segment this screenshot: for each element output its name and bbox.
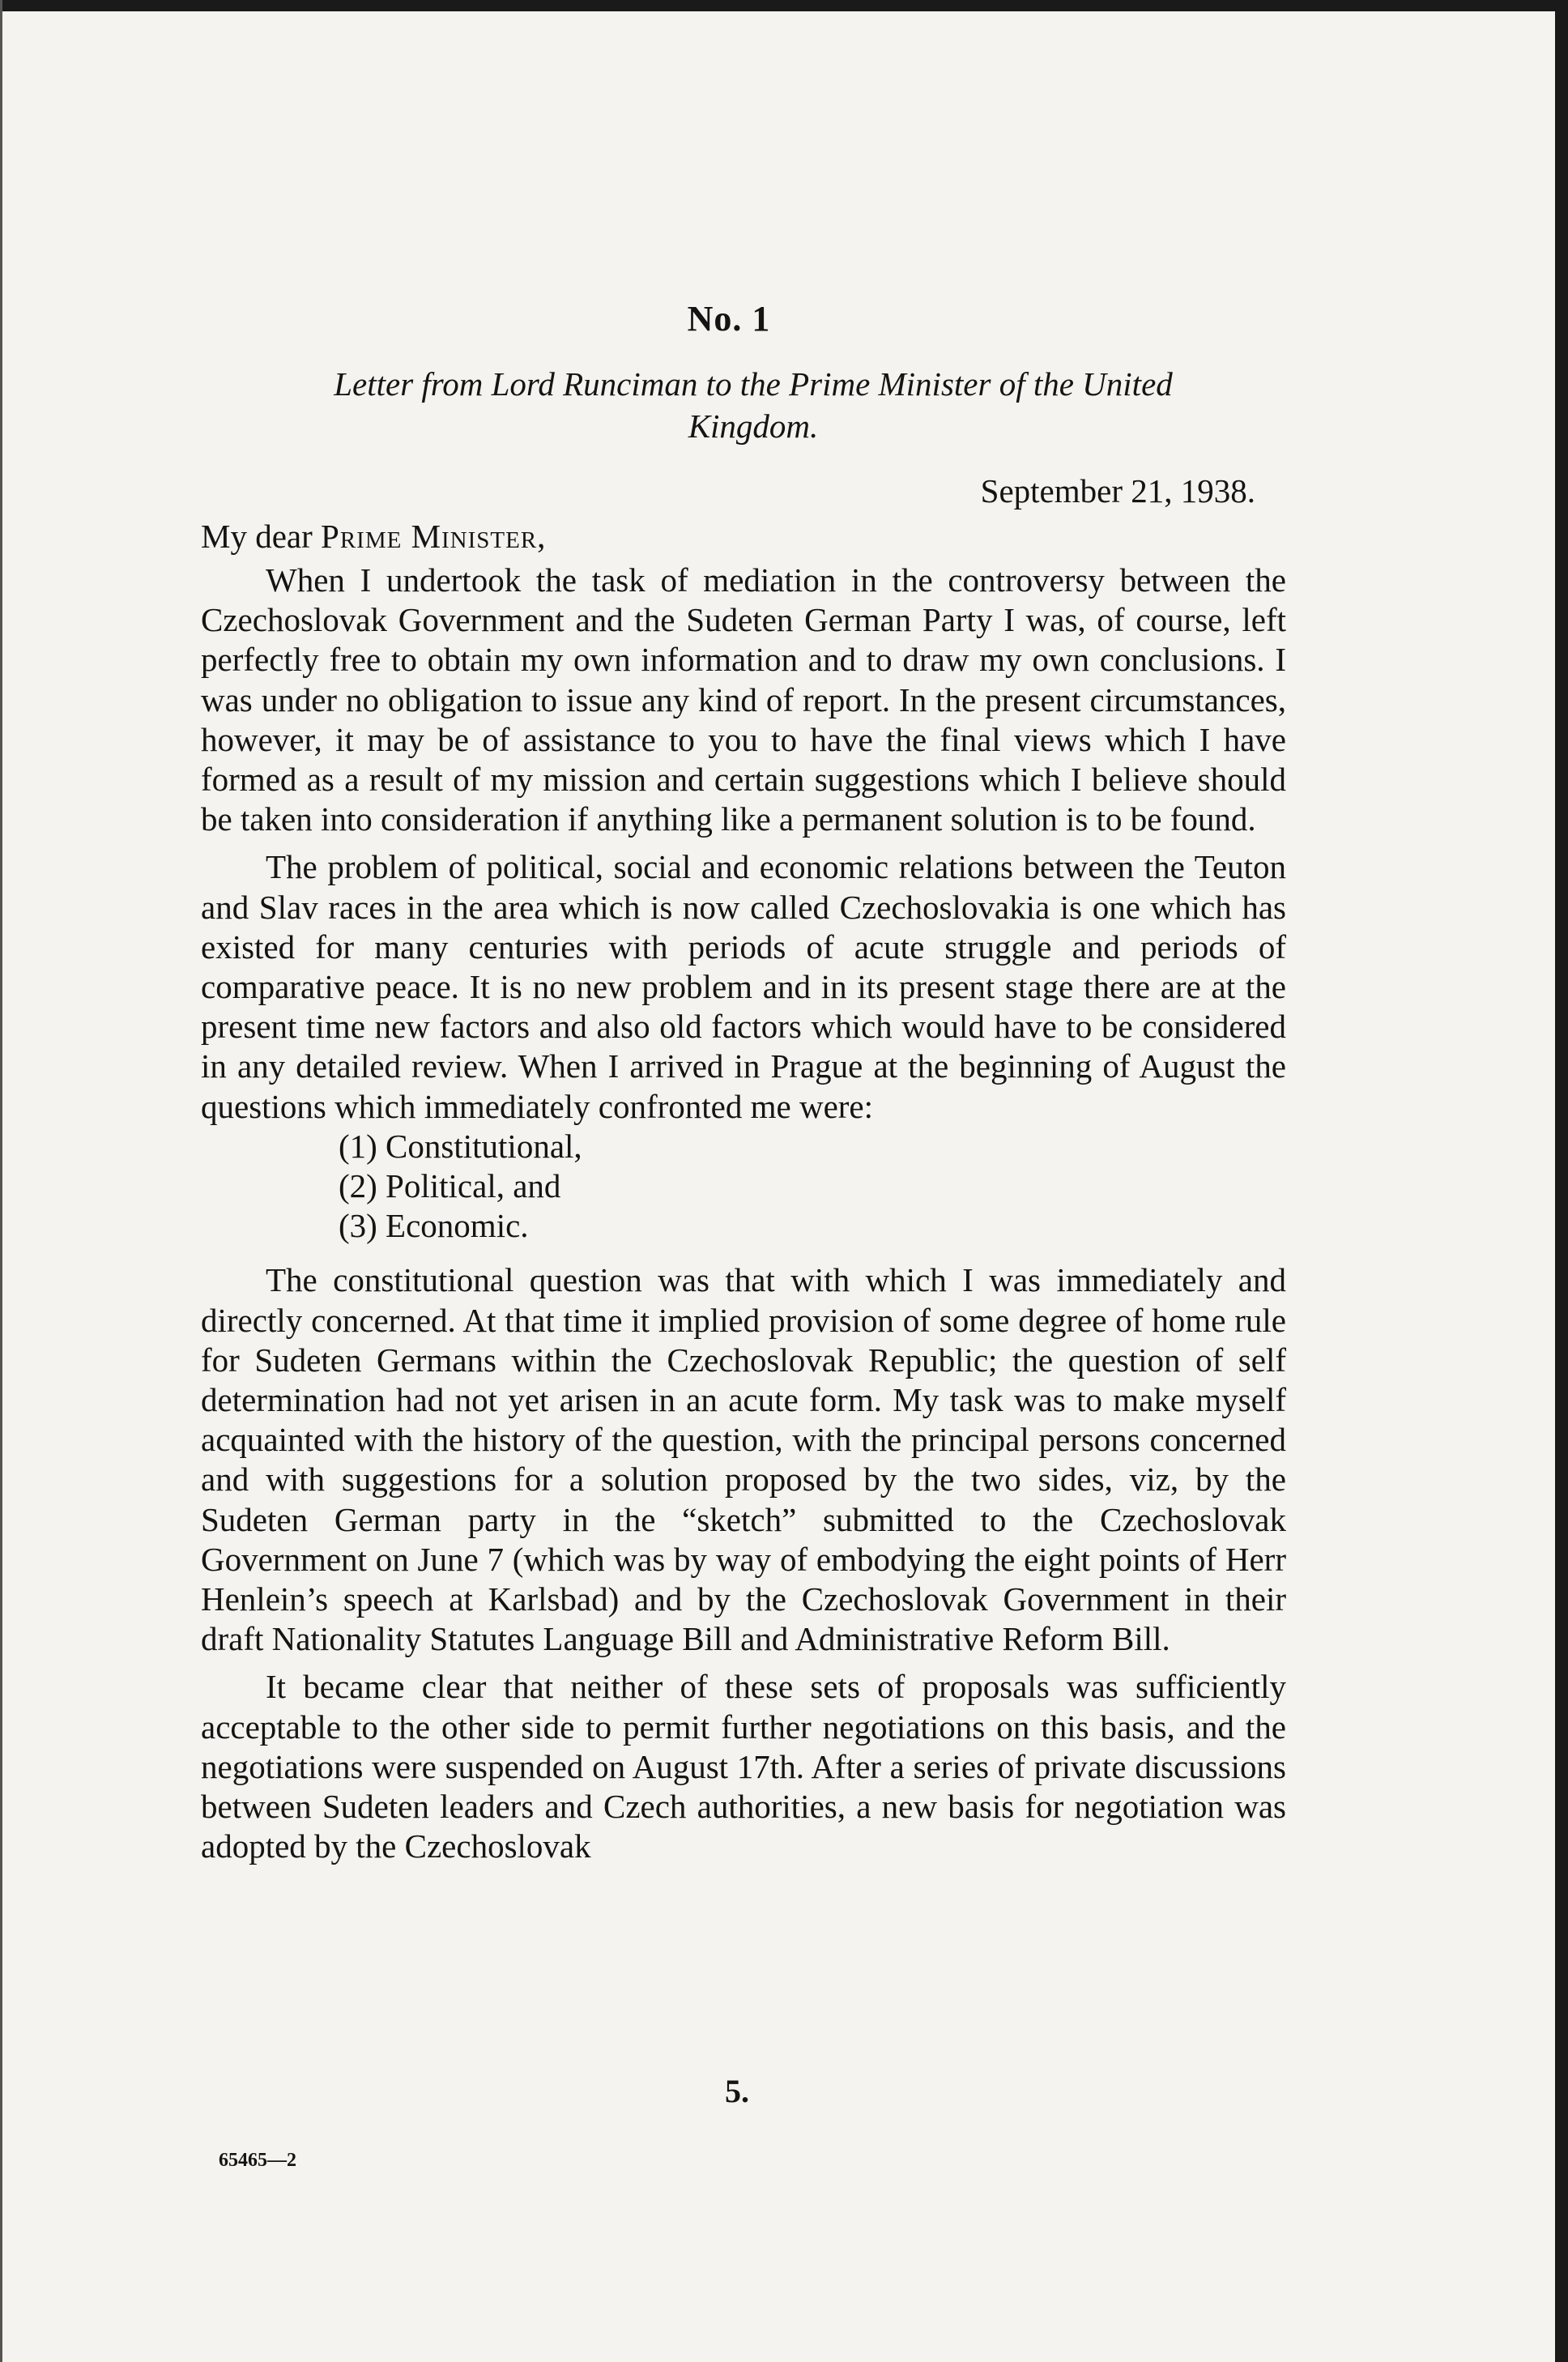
paragraph-2: The problem of political, social and economic relations between the Teuton and Slav races in the area which is now called Czechoslovakia is one which has existed for many centuries with periods of acute struggle and periods of comparative peace. It is no new problem and in its present stage there are at the present time new factors and also old factors which would have to be considered in any detailed review. When I arrived in Prague at the beginning of August the questions which immediately confronted me were: (201, 848, 1286, 1125)
question-item: (3) Economic. (339, 1207, 529, 1245)
salutation-prefix: My dear (201, 518, 313, 555)
letter-date: September 21, 1938. (980, 472, 1255, 509)
paragraph-4: It became clear that neither of these sets of proposals was sufficiently acceptable to the other side to permit further negotiations on this basis, and the negotiations were suspended on August 17th. After a series of private discussions between Sudeten leaders and Czech authorities, a new basis for negotiation was adopted by the Czechoslovak (201, 1668, 1286, 1865)
question-item: (1) Constitutional, (339, 1127, 582, 1165)
question-item: (2) Political, and (339, 1167, 561, 1205)
salutation-name: Prime Minister, (321, 518, 547, 555)
paragraph-3: The constitutional question was that with which I was immediately and directly concerned. At that time it implied provision of some degree of home rule for Sudeten Germans within the Czechoslovak Republic; the question of self determination had not yet arisen in an acute form. My task was to make myself acquainted with the history of the question, with the principal persons concerned and with suggestions for a solution proposed by the two sides, viz, by the Sudeten German party in the “sketch” submitted to the Czechoslovak Government on June 7 (which was by way of embodying the eight points of Herr Henlein’s speech at Karlsbad) and by the Czechoslovak Government in their draft Nationality Statutes Language Bill and Administrative Reform Bill. (201, 1261, 1286, 1658)
print-code: 65465—2 (219, 2150, 296, 2171)
document-title: Letter from Lord Runciman to the Prime Minister of the United Kingdom. (334, 365, 1173, 445)
paragraph-1: When I undertook the task of mediation in the controversy between the Czechoslovak Government and the Sudeten German Party I was, of course, left perfectly free to obtain my own information and to draw my own conclusions. I was under no obligation to issue any kind of report. In the present circumstances, however, it may be of assistance to you to have the final views which I have formed as a result of my mission and certain suggestions which I believe should be taken into consideration if anything like a permanent solution is to be found. (201, 561, 1286, 838)
page-number: 5. (725, 2073, 749, 2109)
salutation (201, 517, 546, 556)
document-number: No. 1 (687, 299, 771, 339)
questions-list (339, 1127, 1286, 1247)
letter-body (201, 561, 1286, 1867)
